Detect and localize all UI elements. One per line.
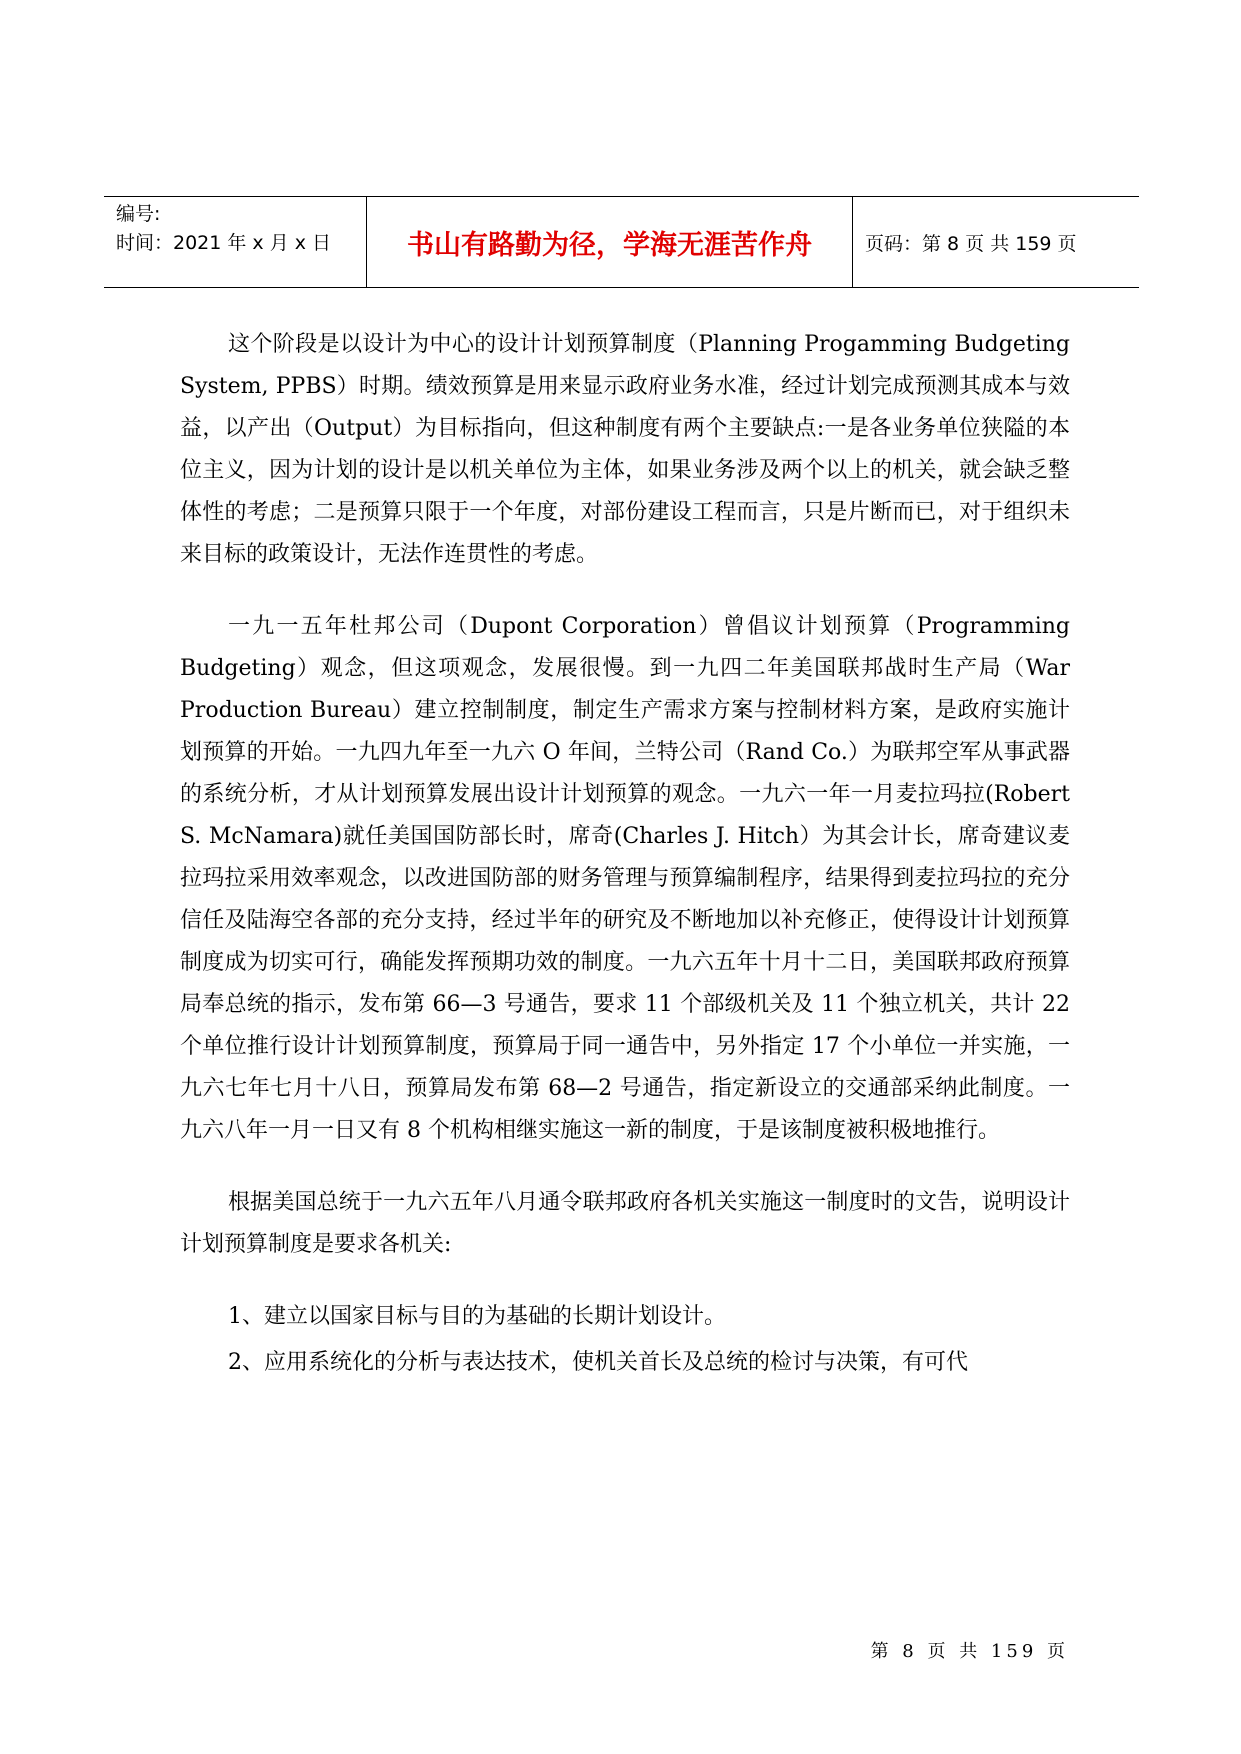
page-footer: 第 8 页 共 159 页	[870, 1641, 1069, 1662]
header-motto-cell	[367, 197, 853, 287]
document-body	[180, 324, 1070, 1388]
time-label: 时间：2021 年 x 月 x 日	[116, 232, 332, 254]
list-item: 2、应用系统化的分析与表达技术，使机关首长及总统的检讨与决策，有可代	[228, 1350, 968, 1375]
list-item: 1、建立以国家目标与目的为基础的长期计划设计。	[228, 1304, 726, 1329]
motto-text: 书山有路勤为径，学海无涯苦作舟	[407, 229, 812, 261]
number-label: 编号:	[116, 203, 161, 225]
paragraph: 这个阶段是以设计为中心的设计计划预算制度（Planning Progamming Budgeting System, PPBS）时期。绩效预算是用来显示政府业务水准，经过计划完成预测其成本与效益，以产出（Output）为目标指向，但这种制度有两个主要缺点:一是各业务单位狭隘的本位主义，因为计划的设计是以机关单位为主体，如果业务涉及两个以上的机关，就会缺乏整体性的考虑；二是预算只限于一个年度，对部份建设工程而言，只是片断而已，对于组织未来目标的政策设计，无法作连贯性的考虑。	[180, 332, 1070, 567]
paragraph: 一九一五年杜邦公司（Dupont Corporation）曾倡议计划预算（Programming Budgeting）观念，但这项观念，发展很慢。到一九四二年美国联邦战时生产局（War Production Bureau）建立控制制度，制定生产需求方案与控制材料方案，是政府实施计划预算的开始。一九四九年至一九六 O 年间，兰特公司（Rand Co.）为联邦空军从事武器的系统分析，才从计划预算发展出设计计划预算的观念。一九六一年一月麦拉玛拉(Robert S. McNamara)就任美国国防部长时，席奇(Charles J. Hitch）为其会计长，席奇建议麦拉玛拉采用效率观念，以改进国防部的财务管理与预算编制程序，结果得到麦拉玛拉的充分信任及陆海空各部的充分支持，经过半年的研究及不断地加以补充修正，使得设计计划预算制度成为切实可行，确能发挥预期功效的制度。一九六五年十月十二日，美国联邦政府预算局奉总统的指示，发布第 66—3 号通告，要求 11 个部级机关及 11 个独立机关，共计 22 个单位推行设计计划预算制度，预算局于同一通告中，另外指定 17 个小单位一并实施，一九六七年七月十八日，预算局发布第 68—2 号通告，指定新设立的交通部采纳此制度。一九六八年一月一日又有 8 个机构相继实施这一新的制度，于是该制度被积极地推行。	[180, 614, 1070, 1143]
header-page-cell	[853, 197, 1139, 287]
paragraph: 根据美国总统于一九六五年八月通令联邦政府各机关实施这一制度时的文告，说明设计计划预算制度是要求各机关:	[180, 1190, 1070, 1257]
page-label: 页码：第 8 页 共 159 页	[865, 232, 1077, 255]
document-header	[104, 196, 1139, 288]
header-meta-cell	[104, 197, 367, 287]
